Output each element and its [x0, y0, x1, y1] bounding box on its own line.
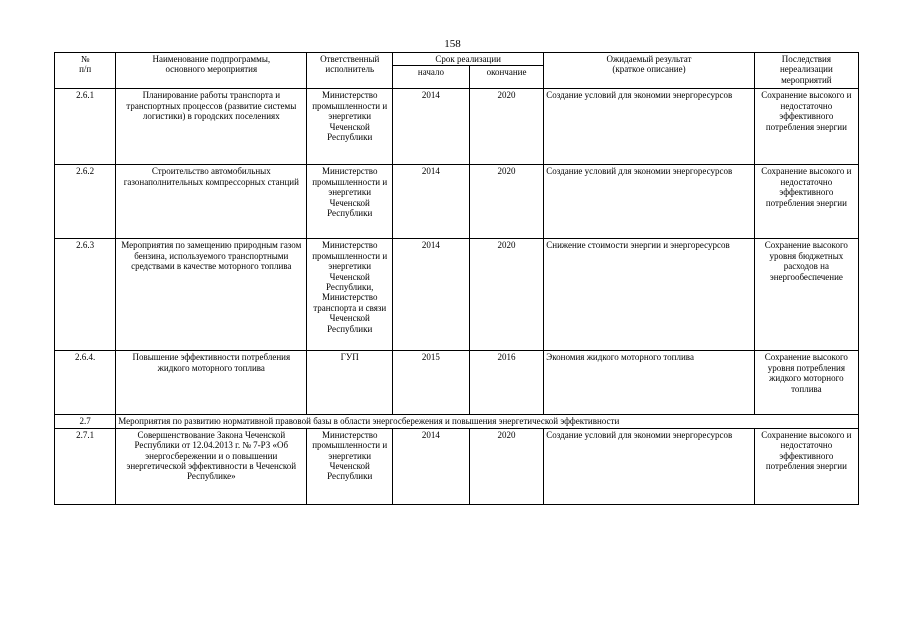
row-num: 2.6.4. — [55, 351, 116, 415]
table-row — [55, 428, 859, 504]
table-row — [55, 239, 859, 351]
row-result: Создание условий для экономии энергоресурсов — [544, 428, 754, 504]
row-responsible: Министерство промышленности и энергетики Чеченской Республики — [307, 428, 393, 504]
row-name: Повышение эффективности потребления жидкого моторного топлива — [116, 351, 307, 415]
header-consequences: Последствия нереализации мероприятий — [754, 53, 858, 89]
header-responsible: Ответственный исполнитель — [307, 53, 393, 89]
row-start: 2015 — [393, 351, 470, 415]
row-end: 2020 — [469, 165, 544, 239]
section-row — [55, 415, 859, 428]
row-num: 2.7.1 — [55, 428, 116, 504]
row-end: 2020 — [469, 89, 544, 165]
header-end: окончание — [469, 66, 544, 89]
row-responsible: Министерство промышленности и энергетики Чеченской Республики — [307, 89, 393, 165]
header-period: Срок реализации — [393, 53, 544, 66]
row-name: Совершенствование Закона Чеченской Республики от 12.04.2013 г. № 7-РЗ «Об энергосбережении и о повышении энергетической эффективности в Чеченской Республике» — [116, 428, 307, 504]
row-result: Экономия жидкого моторного топлива — [544, 351, 754, 415]
row-name: Строительство автомобильных газонаполнительных компрессорных станций — [116, 165, 307, 239]
row-end: 2020 — [469, 428, 544, 504]
header-result: Ожидаемый результат (краткое описание) — [544, 53, 754, 89]
table-row — [55, 165, 859, 239]
row-responsible: ГУП — [307, 351, 393, 415]
row-name: Планирование работы транспорта и транспортных процессов (развитие системы логистики) в городских поселениях — [116, 89, 307, 165]
row-start: 2014 — [393, 239, 470, 351]
row-start: 2014 — [393, 165, 470, 239]
program-table — [54, 52, 859, 505]
row-name: Мероприятия по замещению природным газом бензина, используемого транспортными средствами в качестве моторного топлива — [116, 239, 307, 351]
row-result: Создание условий для экономии энергоресурсов — [544, 89, 754, 165]
row-responsible: Министерство промышленности и энергетики Чеченской Республики, Министерство транспорта и связи Чеченской Республики — [307, 239, 393, 351]
page-number: 158 — [444, 38, 461, 50]
row-start: 2014 — [393, 428, 470, 504]
section-title: Мероприятия по развитию нормативной правовой базы в области энергосбережения и повышения энергетической эффективности — [116, 415, 859, 428]
header-num: № п/п — [55, 53, 116, 89]
row-end: 2020 — [469, 239, 544, 351]
row-consequences: Сохранение высокого и недостаточно эффективного потребления энергии — [754, 165, 858, 239]
row-result: Создание условий для экономии энергоресурсов — [544, 165, 754, 239]
header-row — [55, 53, 859, 66]
table-row — [55, 351, 859, 415]
row-consequences: Сохранение высокого уровня потребления жидкого моторного топлива — [754, 351, 858, 415]
row-consequences: Сохранение высокого и недостаточно эффективного потребления энергии — [754, 89, 858, 165]
header-name: Наименование подпрограммы, основного мероприятия — [116, 53, 307, 89]
table-row — [55, 89, 859, 165]
row-end: 2016 — [469, 351, 544, 415]
row-start: 2014 — [393, 89, 470, 165]
row-consequences: Сохранение высокого и недостаточно эффективного потребления энергии — [754, 428, 858, 504]
row-responsible: Министерство промышленности и энергетики Чеченской Республики — [307, 165, 393, 239]
row-num: 2.6.1 — [55, 89, 116, 165]
section-num: 2.7 — [55, 415, 116, 428]
row-num: 2.6.3 — [55, 239, 116, 351]
row-result: Снижение стоимости энергии и энергоресурсов — [544, 239, 754, 351]
row-num: 2.6.2 — [55, 165, 116, 239]
row-consequences: Сохранение высокого уровня бюджетных расходов на энергообеспечение — [754, 239, 858, 351]
header-start: начало — [393, 66, 470, 89]
